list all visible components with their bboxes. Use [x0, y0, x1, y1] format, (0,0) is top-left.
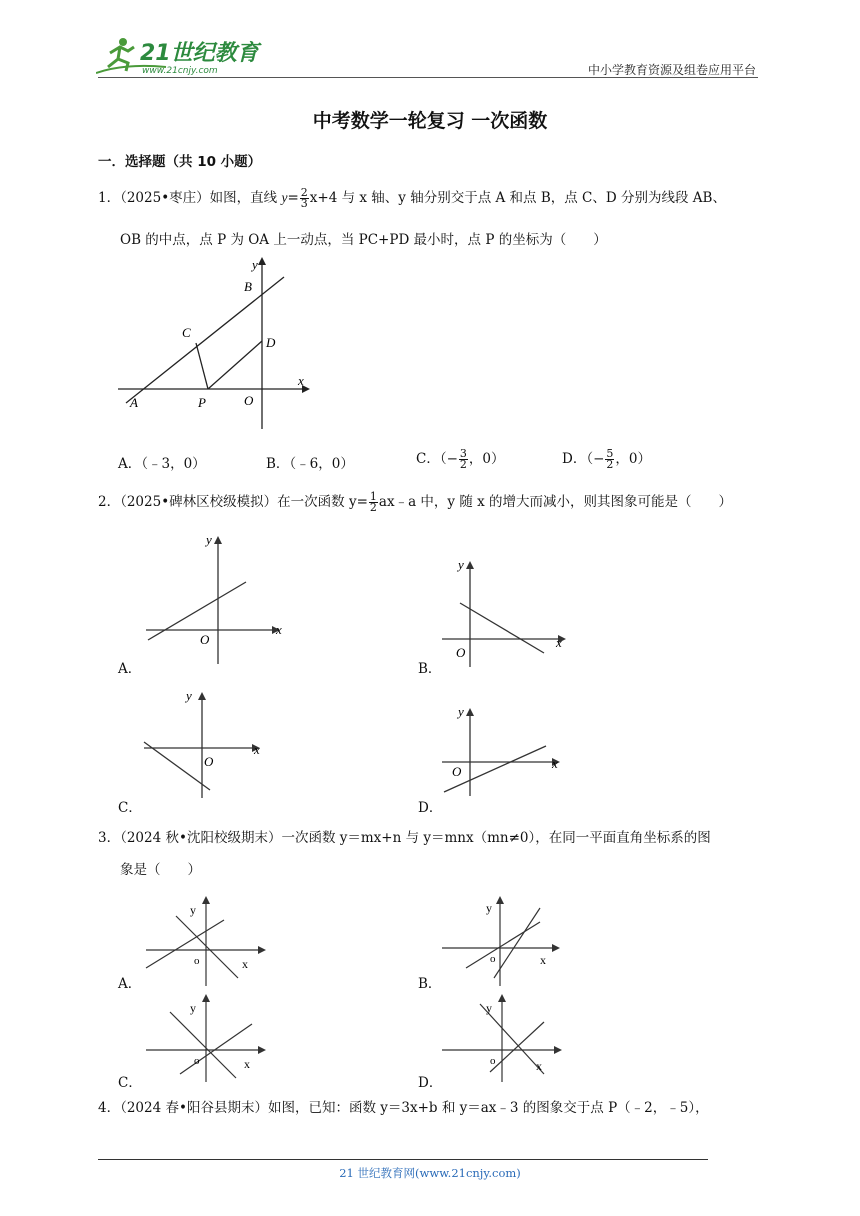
svg-text:y: y — [458, 557, 464, 572]
q3-graph-a[interactable] — [140, 890, 270, 988]
svg-text:x: x — [242, 957, 248, 971]
svg-text:O: O — [204, 754, 214, 769]
svg-text:O: O — [456, 645, 466, 660]
svg-text:x: x — [536, 1059, 542, 1073]
q2-option-b[interactable]: B． — [418, 661, 442, 677]
site-logo — [96, 33, 266, 77]
q2-option-d[interactable]: D． — [418, 800, 443, 816]
svg-text:O: O — [244, 393, 254, 408]
svg-text:x: x — [556, 635, 562, 650]
q3-option-b[interactable]: B． — [418, 976, 442, 992]
svg-text:o: o — [490, 1055, 496, 1067]
q2-graph-d[interactable] — [436, 700, 576, 805]
fraction: $\frac{2}{3}$ — [300, 186, 308, 210]
q3-option-c[interactable]: C． — [118, 1075, 142, 1091]
svg-text:y: y — [206, 532, 212, 547]
svg-text:x: x — [298, 373, 304, 388]
logo-url: www.21cnjy.com — [142, 66, 218, 76]
q2-graph-a[interactable] — [140, 530, 290, 670]
svg-text:x: x — [244, 1057, 250, 1071]
q3-option-a[interactable]: A． — [118, 976, 142, 992]
svg-text:B: B — [244, 279, 252, 294]
q1-option-b[interactable]: B．（﹣6，0） — [266, 456, 354, 472]
svg-text:x: x — [276, 622, 282, 637]
q2-option-a[interactable]: A． — [118, 661, 142, 677]
question-3-line2: 象是（ ） — [120, 862, 201, 878]
question-2-line: 2．（2025•碑林区校级模拟）在一次函数 y= $\frac{1}{2}$ ax﹣a 中，y 随 x 的增大而减小，则其图象可能是（ ） — [98, 490, 733, 514]
svg-text:x: x — [254, 742, 260, 757]
svg-text:o: o — [194, 1055, 200, 1067]
svg-text:o: o — [194, 955, 200, 967]
header-divider — [98, 77, 758, 78]
svg-text:y: y — [186, 688, 192, 703]
svg-text:x: x — [540, 953, 546, 967]
svg-text:O: O — [200, 632, 210, 647]
question-3-line1: 3．（2024 秋•沈阳校级期末）一次函数 y＝mx+n 与 y＝mnx（mn≠0），在同一平面直角坐标系的图 — [98, 830, 711, 846]
svg-text:o: o — [490, 953, 496, 965]
svg-text:P: P — [198, 395, 206, 410]
svg-text:y: y — [458, 704, 464, 719]
logo-text: 21世纪教育 — [140, 41, 259, 66]
q2-graph-b[interactable] — [436, 555, 576, 670]
q1-option-a[interactable]: A．（﹣3，0） — [118, 456, 206, 472]
section-heading: 一．选择题（共 10 小题） — [98, 154, 262, 170]
svg-text:C: C — [182, 325, 191, 340]
svg-text:y: y — [252, 257, 258, 272]
svg-text:D: D — [266, 335, 276, 350]
question-1-figure — [112, 255, 312, 435]
page-title: 中考数学一轮复习 一次函数 — [312, 110, 548, 132]
q2-graph-c[interactable] — [140, 684, 270, 802]
svg-text:y: y — [190, 1001, 196, 1015]
svg-text:y: y — [190, 903, 196, 917]
q3-graph-b[interactable] — [436, 890, 566, 988]
q3-graph-d[interactable] — [436, 992, 566, 1084]
q1-option-c[interactable]: C．（− $\frac{3}{2}$ ，0） — [416, 447, 505, 471]
footer-divider — [98, 1159, 708, 1160]
footer-text[interactable]: 21 世纪教育网(www.21cnjy.com) — [339, 1166, 521, 1180]
question-4-line1: 4．（2024 春•阳谷县期末）如图，已知：函数 y＝3x+b 和 y＝ax﹣3 的图象交于点 P（﹣2，﹣5）， — [98, 1100, 709, 1116]
question-1-line1: 1．（2025•枣庄）如图，直线 y= $\frac{2}{3}$ x+4 与 x 轴、y 轴分别交于点 A 和点 B，点 C、D 分别为线段 AB、 — [98, 186, 726, 210]
svg-text:A: A — [130, 395, 138, 410]
svg-text:O: O — [452, 764, 462, 779]
q3-option-d[interactable]: D． — [418, 1075, 443, 1091]
svg-text:y: y — [486, 901, 492, 915]
question-1-line2: OB 的中点，点 P 为 OA 上一动点，当 PC+PD 最小时，点 P 的坐标为（ ） — [120, 232, 607, 248]
q1-option-d[interactable]: D．（− $\frac{5}{2}$ ，0） — [562, 447, 651, 471]
header-platform-text: 中小学教育资源及组卷应用平台 — [587, 63, 756, 77]
svg-text:x: x — [552, 756, 558, 771]
svg-text:y: y — [486, 1001, 492, 1015]
q2-option-c[interactable]: C． — [118, 800, 142, 816]
q3-graph-c[interactable] — [140, 992, 270, 1084]
